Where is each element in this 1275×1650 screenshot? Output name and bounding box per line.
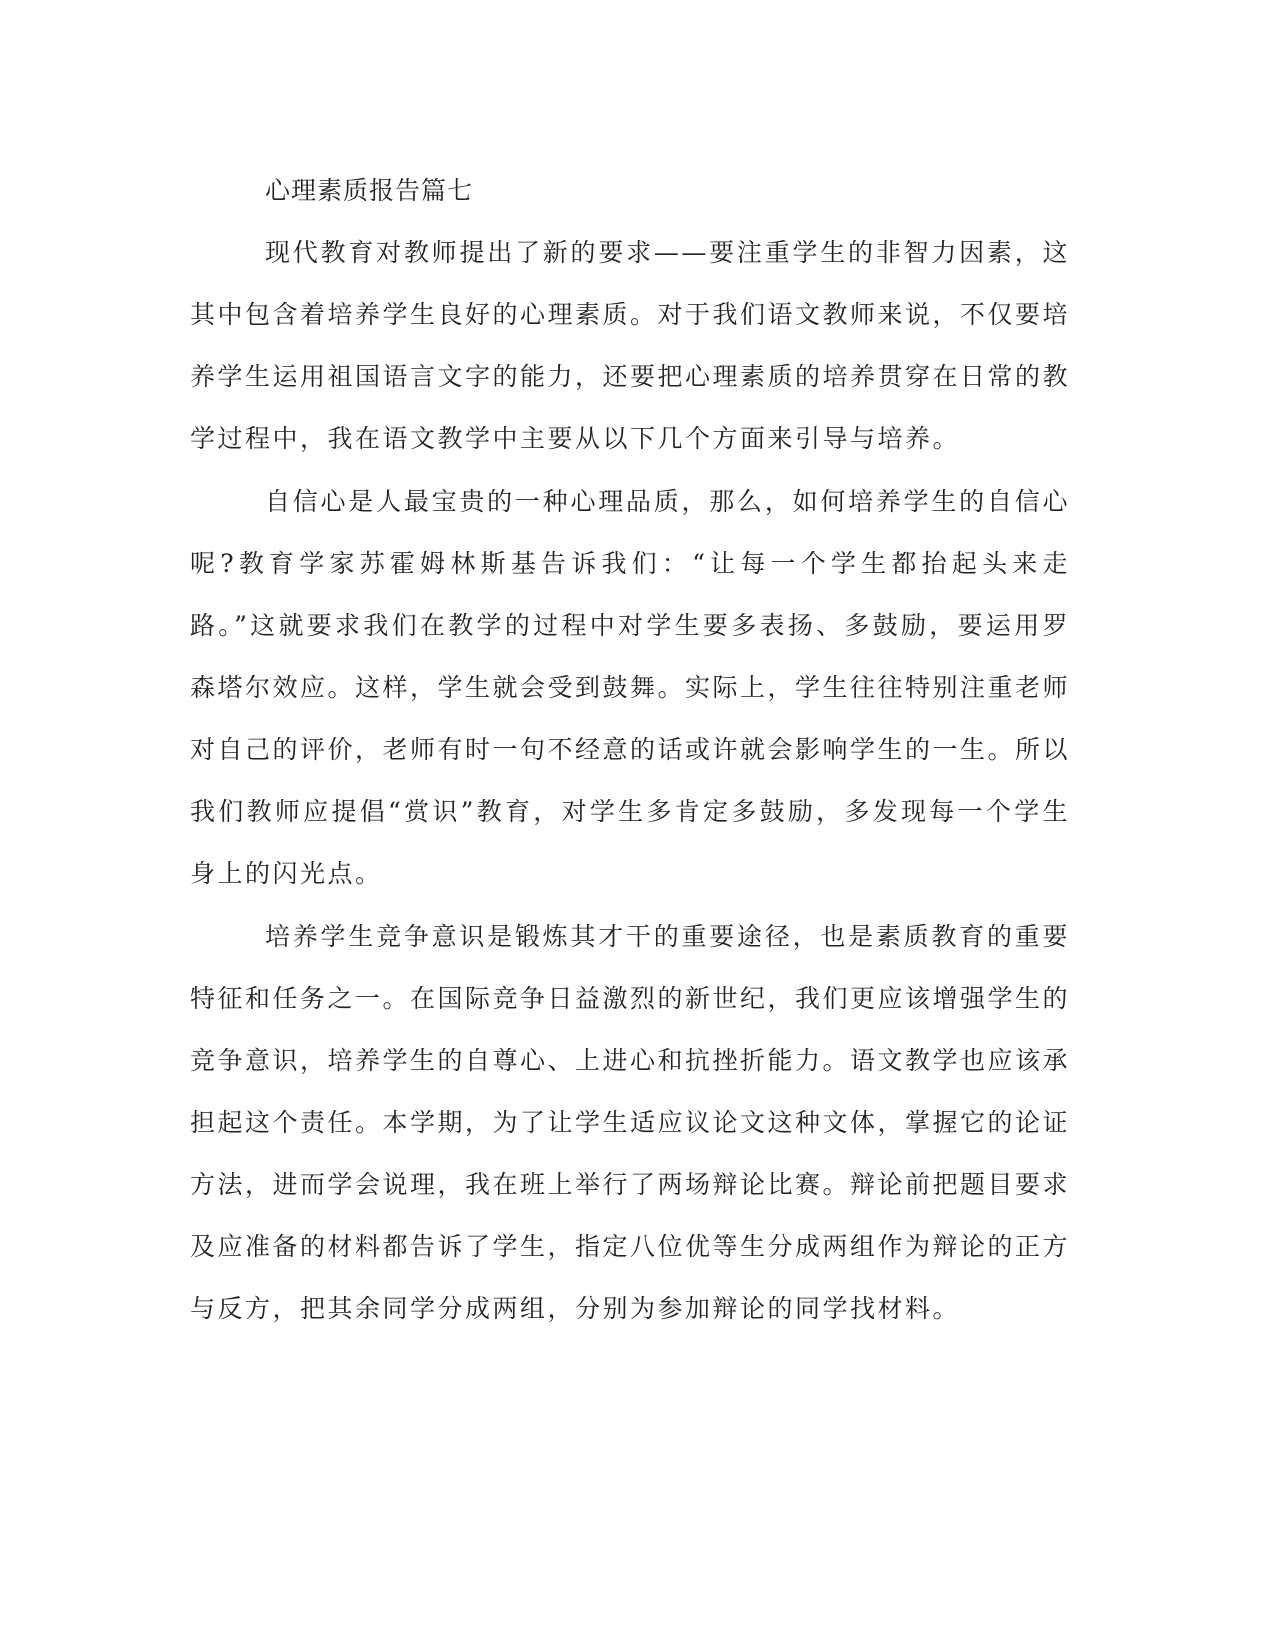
document-title: 心理素质报告篇七	[265, 176, 474, 205]
paragraph-1: 现代教育对教师提出了新的要求——要注重学生的非智力因素，这其中包含着培养学生良好的心理素质。对于我们语文教师来说，不仅要培养学生运用祖国语言文字的能力，还要把心理素质的培养贯穿在日常的教学过程中，我在语文教学中主要从以下几个方面来引导与培养。	[190, 238, 1071, 453]
paragraph-3: 培养学生竞争意识是锻炼其才干的重要途径，也是素质教育的重要特征和任务之一。在国际竞争日益激烈的新世纪，我们更应该增强学生的竞争意识，培养学生的自尊心、上进心和抗挫折能力。语文教学也应该承担起这个责任。本学期，为了让学生适应议论文这种文体，掌握它的论证方法，进而学会说理，我在班上举行了两场辩论比赛。辩论前把题目要求及应准备的材料都告诉了学生，指定八位优等生分成两组作为辩论的正方与反方，把其余同学分成两组，分别为参加辩论的同学找材料。	[190, 922, 1071, 1323]
document-body	[190, 160, 1070, 1340]
paragraph-2: 自信心是人最宝贵的一种心理品质，那么，如何培养学生的自信心呢?教育学家苏霍姆林斯基告诉我们：“让每一个学生都抬起头来走路。”这就要求我们在教学的过程中对学生要多表扬、多鼓励，要运用罗森塔尔效应。这样，学生就会受到鼓舞。实际上，学生往往特别注重老师对自己的评价，老师有时一句不经意的话或许就会影响学生的一生。所以我们教师应提倡“赏识”教育，对学生多肯定多鼓励，多发现每一个学生身上的闪光点。	[190, 487, 1071, 888]
